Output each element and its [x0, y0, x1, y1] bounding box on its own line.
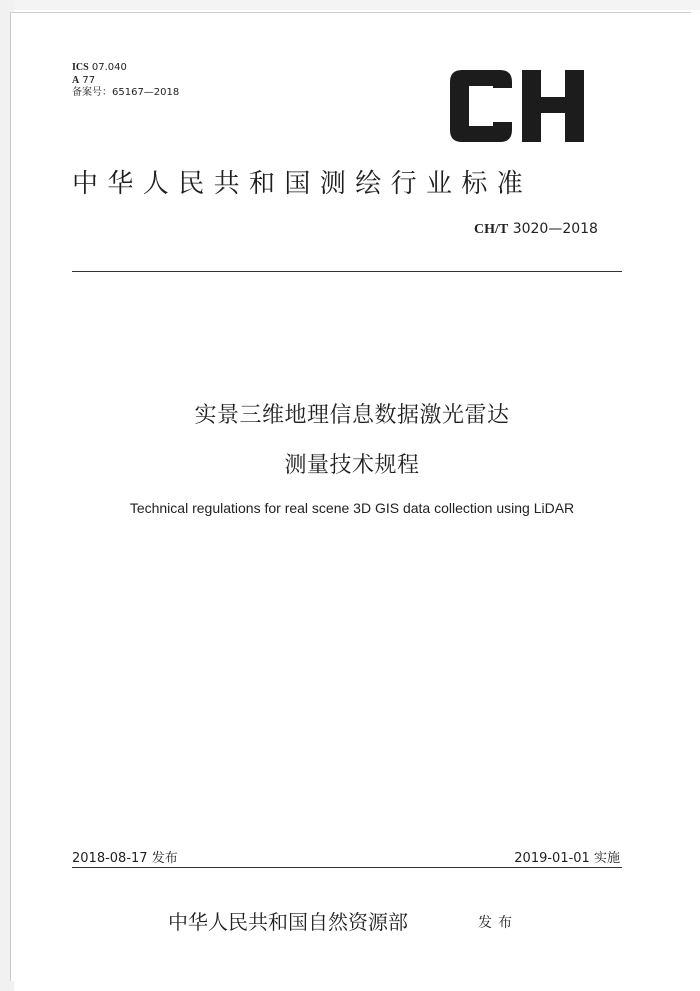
issuing-authority: 中华人民共和国自然资源部 [168, 910, 408, 934]
document-title-line1: 实景三维地理信息数据激光雷达 [194, 403, 510, 428]
ch-logo-h [522, 70, 584, 142]
document-english-title: Technical regulations for real scene 3D GIS data collection using LiDAR [129, 500, 575, 516]
record-number: 65167—2018 [112, 87, 180, 98]
standard-title: 中华人民共和国测绘行业标准 [72, 169, 533, 199]
document-title-line2: 测量技术规程 [284, 453, 420, 478]
ics-line [72, 62, 179, 75]
effective-date-value: 2019-01-01 [514, 851, 590, 866]
record-line [72, 87, 179, 100]
issue-date-value: 2018-08-17 [72, 851, 148, 866]
issue-date [72, 847, 178, 866]
standard-number-prefix: CH/T [474, 222, 509, 237]
issuing-action: 发布 [478, 915, 518, 931]
standard-number-value: 3020—2018 [512, 221, 598, 237]
ch-logo-c [450, 70, 512, 142]
effective-date-label: 实施 [593, 851, 620, 866]
standard-number [474, 221, 598, 238]
header-divider [72, 271, 622, 272]
footer-divider [72, 867, 622, 868]
category-label: A [72, 74, 80, 86]
category-line [72, 75, 179, 88]
document-page [10, 12, 691, 981]
ch-logo [448, 68, 586, 144]
category-code: 77 [82, 74, 96, 86]
ics-label: ICS [72, 62, 89, 73]
effective-date [514, 847, 620, 866]
ics-code: 07.040 [91, 62, 127, 73]
document-metadata [72, 62, 179, 100]
record-label: 备案号： [72, 87, 112, 98]
issue-date-label: 发布 [151, 851, 178, 866]
scan-top-margin [0, 0, 700, 10]
